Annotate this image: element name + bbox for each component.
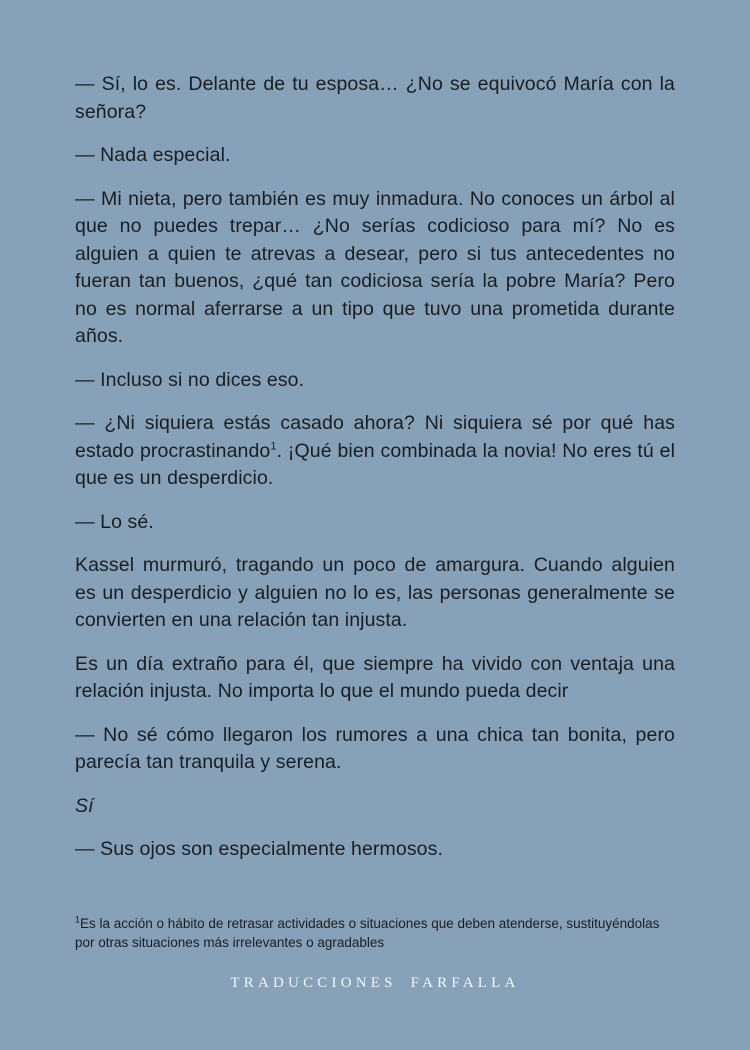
- paragraph-7: Kassel murmuró, tragando un poco de amargura. Cuando alguien es un desperdicio y alguien no lo es, las personas generalmente se convierten en una relación tan injusta.: [75, 554, 675, 631]
- footer-word-2: FARFALLA: [410, 975, 520, 991]
- paragraph-6: — Lo sé.: [75, 510, 154, 533]
- footnote: [75, 914, 675, 952]
- paragraph-11: — Sus ojos son especialmente hermosos.: [75, 838, 443, 860]
- page-body: [75, 71, 675, 880]
- paragraph-5-text-after: . ¡Qué bien combinada la novia! No eres tú el que es un desperdicio.: [75, 439, 675, 489]
- paragraph-4: — Incluso si no dices eso.: [75, 368, 305, 391]
- paragraph-5: [75, 410, 675, 493]
- paragraph-9: — No sé cómo llegaron los rumores a una chica tan bonita, pero parecía tan tranquila y serena.: [75, 723, 675, 773]
- paragraph-2: — Nada especial.: [75, 144, 231, 166]
- footnote-mark: 1: [75, 914, 81, 925]
- paragraph-3: — Mi nieta, pero también es muy inmadura. No conoces un árbol al que no puedes trepar… ¿No serías codicioso para mí? No es alguien a quien te atrevas a desear, pero si tus antecedentes no fueran tan buenos, ¿qué tan codiciosa sería la pobre María? Pero no es normal aferrarse a un tipo que tuvo una prometida durante años.: [75, 187, 675, 347]
- footnote-reference: 1: [270, 440, 277, 452]
- paragraph-8: Es un día extraño para él, que siempre ha vivido con ventaja una relación injusta. No importa lo que el mundo pueda decir: [75, 652, 675, 702]
- paragraph-1: — Sí, lo es. Delante de tu esposa… ¿No se equivocó María con la señora?: [75, 73, 675, 123]
- footer-credit: [0, 975, 750, 992]
- footer-word-1: TRADUCCIONES: [230, 975, 397, 991]
- paragraph-5-text-before: — ¿Ni siquiera estás casado ahora? Ni siquiera sé por qué has estado procrastinando: [75, 412, 675, 462]
- paragraph-10: Sí: [75, 794, 94, 817]
- footnote-text: Es la acción o hábito de retrasar actividades o situaciones que deben atenderse, sustituyéndolas por otras situaciones más irrelevantes o agradables: [75, 916, 660, 950]
